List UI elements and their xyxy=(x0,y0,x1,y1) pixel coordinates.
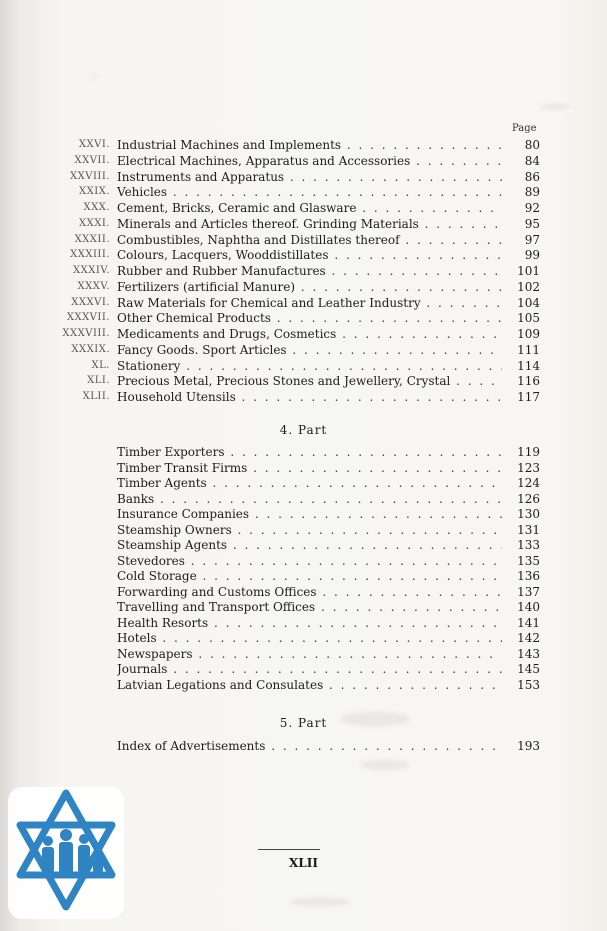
roman-numeral: XXXV. xyxy=(77,280,110,292)
toc-part4-row xyxy=(40,475,550,491)
toc-section3-row xyxy=(40,342,550,358)
roman-numeral: XXXIV. xyxy=(73,265,110,276)
scan-smudge xyxy=(360,760,410,770)
page-number: 123 xyxy=(517,460,540,475)
roman-numeral: XXIX. xyxy=(79,186,110,198)
toc-section3-row xyxy=(40,200,550,216)
entry-title: Latvian Legations and Consulates . . . xyxy=(117,677,502,693)
entry-title: Fancy Goods. Sport Articles . . . xyxy=(117,342,502,358)
roman-numeral: XXVI. xyxy=(78,139,110,150)
page-number: 133 xyxy=(517,538,540,552)
page-number: 143 xyxy=(517,646,540,661)
toc-part4-row xyxy=(40,584,550,600)
entry-title: Steamship Agents . . . xyxy=(117,537,502,553)
page-number: 193 xyxy=(517,739,540,753)
toc-part4-row xyxy=(40,522,550,538)
roman-numeral: XXXII. xyxy=(74,233,110,245)
entry-title: Timber Agents . . . xyxy=(117,475,502,491)
entry-title: Newspapers . . . xyxy=(117,646,502,662)
toc-section3-row xyxy=(40,184,550,200)
entry-title: Journals . . . xyxy=(117,661,502,677)
roman-numeral: XLI. xyxy=(87,375,110,387)
page-number: 119 xyxy=(517,445,540,459)
toc-section3-row xyxy=(40,232,550,248)
entry-title: Raw Materials for Chemical and Leather Industry . . . xyxy=(117,295,502,311)
page-number: 99 xyxy=(524,248,540,263)
toc-part4-row xyxy=(40,444,550,460)
part-4-heading: 4. Part xyxy=(279,423,328,437)
roman-numeral: XXVIII. xyxy=(70,170,110,182)
page-number: 136 xyxy=(517,569,540,583)
entry-title: Stevedores . . . xyxy=(117,553,502,569)
page-number: 116 xyxy=(517,374,540,389)
toc-section3-row xyxy=(40,295,550,311)
roman-numeral: XXXVII. xyxy=(66,312,110,324)
entry-title: Medicaments and Drugs, Cosmetics . . . xyxy=(117,326,502,342)
roman-numeral: XXXIII. xyxy=(70,249,110,261)
entry-title: Colours, Lacquers, Wooddistillates . . . xyxy=(117,247,502,263)
entry-title: Minerals and Articles thereof. Grinding Materials . . . xyxy=(117,216,502,232)
page-number: 97 xyxy=(524,232,540,247)
toc-section3-row xyxy=(40,137,550,153)
toc-part5-row xyxy=(40,738,550,754)
scan-speck xyxy=(92,74,97,79)
toc-section3-row xyxy=(40,263,550,279)
toc-section3-row xyxy=(40,310,550,326)
entry-title: Vehicles . . . xyxy=(117,184,502,200)
roman-numeral: XXXVI. xyxy=(71,296,110,308)
page-number: 95 xyxy=(524,216,540,231)
toc-part4-row xyxy=(40,630,550,646)
toc-section3-row xyxy=(40,279,550,295)
page-number: 84 xyxy=(524,153,540,168)
page-folio: XLII xyxy=(289,856,318,870)
page-number: 86 xyxy=(524,169,540,184)
entry-title: Travelling and Transport Offices . . . xyxy=(117,599,502,615)
page-number: 137 xyxy=(517,584,540,599)
entry-title: Combustibles, Naphtha and Distillates thereof . . . xyxy=(117,232,502,248)
page-number: 145 xyxy=(517,662,540,676)
page-number: 114 xyxy=(517,358,540,373)
toc-part4-row xyxy=(40,553,550,569)
page-number: 140 xyxy=(517,600,540,614)
page-number: 130 xyxy=(517,507,540,521)
roman-numeral: XLII. xyxy=(82,391,110,402)
entry-title: Rubber and Rubber Manufactures . . . xyxy=(117,263,502,279)
toc-section3-row xyxy=(40,247,550,263)
entry-title: Stationery . . . xyxy=(117,358,502,374)
toc-part4-row xyxy=(40,537,550,553)
toc-section3-row xyxy=(40,153,550,169)
page-number: 89 xyxy=(524,185,540,200)
entry-title: Cement, Bricks, Ceramic and Glasware . . . xyxy=(117,200,502,216)
entry-title: Steamship Owners . . . xyxy=(117,522,502,538)
roman-numeral: XL. xyxy=(91,359,110,371)
entry-title: Index of Advertisements . . . xyxy=(117,738,502,754)
toc-section3-row xyxy=(40,326,550,342)
entry-title: Household Utensils . . . xyxy=(117,389,502,405)
roman-numeral: XXXIX. xyxy=(71,343,110,355)
entry-title: Precious Metal, Precious Stones and Jewellery, Crystal . . . xyxy=(117,373,502,389)
roman-numeral: XXVII. xyxy=(74,154,110,166)
page-number: 153 xyxy=(517,677,540,692)
toc-part4-row xyxy=(40,568,550,584)
entry-title: Timber Transit Firms . . . xyxy=(117,460,502,476)
entry-title: Instruments and Apparatus . . . xyxy=(117,169,502,185)
page-number: 117 xyxy=(517,390,540,404)
toc-part4-row xyxy=(40,677,550,693)
page-number: 111 xyxy=(517,342,540,357)
toc-part4-row xyxy=(40,599,550,615)
page-number: 80 xyxy=(524,138,540,152)
toc-part4-row xyxy=(40,506,550,522)
toc-section3-row xyxy=(40,169,550,185)
part-5-heading: 5. Part xyxy=(279,716,328,730)
scan-smudge xyxy=(290,898,350,906)
roman-numeral: XXXVIII. xyxy=(62,328,110,339)
page-number: 135 xyxy=(517,553,540,568)
entry-title: Insurance Companies . . . xyxy=(117,506,502,522)
star-of-david-family-icon xyxy=(4,783,128,923)
entry-title: Hotels . . . xyxy=(117,630,502,646)
page-number: 131 xyxy=(517,522,540,537)
page-number: 104 xyxy=(517,295,540,310)
entry-title: Health Resorts . . . xyxy=(117,615,502,631)
toc-part4-row xyxy=(40,661,550,677)
entry-title: Cold Storage . . . xyxy=(117,568,502,584)
toc-section3-row xyxy=(40,389,550,405)
toc-part4-row xyxy=(40,646,550,662)
toc-part4-row xyxy=(40,615,550,631)
toc-section3-row xyxy=(40,358,550,374)
scan-speck xyxy=(540,104,570,110)
page-number: 92 xyxy=(524,201,540,215)
folio-rule xyxy=(258,849,320,850)
toc-section3-row xyxy=(40,216,550,232)
roman-numeral: XXX. xyxy=(83,202,110,213)
entry-title: Other Chemical Products . . . xyxy=(117,310,502,326)
entry-title: Electrical Machines, Apparatus and Accessories . . . xyxy=(117,153,502,169)
entry-title: Timber Exporters . . . xyxy=(117,444,502,460)
roman-numeral: XXXI. xyxy=(79,217,110,229)
entry-title: Forwarding and Customs Offices . . . xyxy=(117,584,502,600)
toc-part4-row xyxy=(40,491,550,507)
page-number: 102 xyxy=(517,279,540,294)
entry-title: Fertilizers (artificial Manure) . . . xyxy=(117,279,502,295)
page-number: 101 xyxy=(517,264,540,278)
toc-section3-row xyxy=(40,373,550,389)
toc-part4-row xyxy=(40,460,550,476)
page-column-label: Page xyxy=(512,123,537,134)
page-number: 105 xyxy=(517,311,540,326)
page-number: 109 xyxy=(517,327,540,341)
page-number: 124 xyxy=(517,476,540,490)
entry-title: Industrial Machines and Implements . . . xyxy=(117,137,502,153)
page-number: 141 xyxy=(517,615,540,630)
entry-title: Banks . . . xyxy=(117,491,502,507)
page-number: 126 xyxy=(517,491,540,506)
page-number: 142 xyxy=(517,631,540,645)
